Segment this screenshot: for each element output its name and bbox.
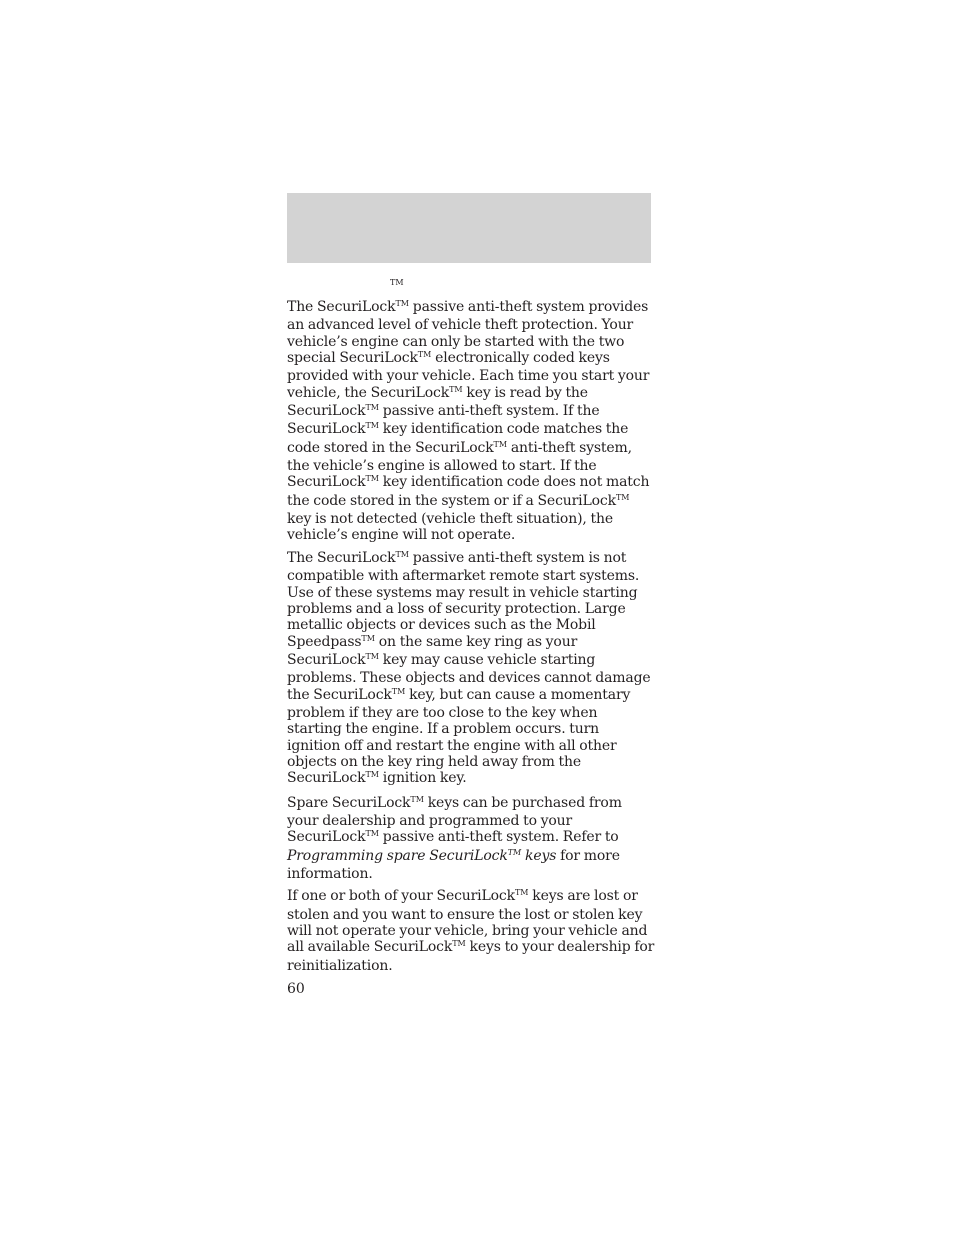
text-segment: SecuriLock <box>287 474 366 491</box>
text-line: SecuriLock™ passive anti-theft system. Refer to <box>287 829 619 846</box>
text-line <box>287 550 626 566</box>
text-segment: Use of these systems may result in vehicle starting <box>287 584 638 601</box>
text-segment: all available SecuriLock <box>287 939 453 956</box>
text-segment: stolen and you want to ensure the lost or stolen key <box>287 906 643 923</box>
text-line <box>287 687 630 703</box>
text-segment: compatible with aftermarket remote start systems. <box>287 568 640 585</box>
text-line <box>287 385 588 401</box>
text-line <box>287 907 642 923</box>
trademark-mark: TM <box>391 686 406 696</box>
text-segment: ignition off and restart the engine with all other <box>287 737 617 754</box>
text-segment: vehicle’s engine can only be started with the two <box>287 333 625 350</box>
text-line <box>287 585 637 601</box>
text-segment: electronically coded keys <box>431 350 610 367</box>
text-segment: objects on the key ring held away from the <box>287 753 582 770</box>
text-line <box>287 939 654 955</box>
text-line <box>287 568 639 584</box>
trademark-mark: TM <box>395 549 409 559</box>
paragraph-spare-keys <box>287 795 655 883</box>
body-text <box>287 299 655 980</box>
paragraph-lost-keys <box>287 888 655 974</box>
text-line <box>287 421 628 437</box>
text-segment: SecuriLock <box>287 770 366 787</box>
text-segment: vehicle, the SecuriLock <box>287 384 450 401</box>
text-segment: problems and a loss of security protection. Large <box>287 600 626 617</box>
text-segment: the SecuriLock <box>287 686 392 703</box>
section-header-band <box>287 193 651 263</box>
page-number: 60 <box>287 981 305 997</box>
text-segment: passive anti-theft system provides <box>408 299 649 315</box>
text-line <box>287 770 467 786</box>
text-segment: passive anti-theft system is not <box>408 549 627 566</box>
text-segment: If one or both of your SecuriLock <box>287 888 515 905</box>
text-segment: problems. These objects and devices cannot damage <box>287 670 651 687</box>
trademark-mark: TM <box>452 939 466 949</box>
text-segment: The SecuriLock <box>287 299 396 315</box>
text-segment: SecuriLock <box>287 651 366 668</box>
cross-reference-programming-spare-keys: Programming spare SecuriLock™ keys <box>287 847 557 864</box>
trademark-mark: TM <box>365 474 379 484</box>
text-line: Spare SecuriLock™ keys can be purchased from <box>287 794 622 811</box>
trademark-mark: TM <box>493 439 508 449</box>
text-line <box>287 458 597 474</box>
text-segment: ignition key. <box>379 770 467 787</box>
text-segment: vehicle’s engine will not operate. <box>287 527 516 544</box>
trademark-mark: TM <box>365 421 379 431</box>
text-segment: the vehicle’s engine is allowed to start. If the <box>287 458 597 475</box>
text-segment: metallic objects or devices such as the Mobil <box>287 617 596 634</box>
text-segment: key identification code matches the <box>379 421 629 438</box>
text-line: your dealership and programmed to your <box>287 812 573 829</box>
text-line <box>287 493 629 509</box>
text-segment: key may cause vehicle starting <box>379 651 596 668</box>
text-line <box>287 440 632 456</box>
trademark-mark: TM <box>365 403 379 413</box>
text-segment: passive anti-theft system. If the <box>379 403 600 420</box>
text-line <box>287 368 649 384</box>
text-line: Programming spare SecuriLock™ keys for more <box>287 847 620 864</box>
text-line <box>287 721 599 737</box>
text-segment: key identification code does not match <box>379 474 650 491</box>
paragraph-compatibility <box>287 550 655 789</box>
text-line <box>287 923 647 939</box>
text-line <box>287 652 595 668</box>
text-line <box>287 601 626 617</box>
text-line <box>287 738 617 754</box>
text-line <box>287 299 648 315</box>
text-line <box>287 511 613 527</box>
text-segment: Speedpass <box>287 633 362 650</box>
paragraph-system-overview <box>287 299 655 544</box>
text-line <box>287 670 651 686</box>
text-segment: an advanced level of vehicle theft protection. Your <box>287 317 634 334</box>
text-segment: the code stored in the system or if a SecuriLock <box>287 492 616 509</box>
text-line <box>287 958 393 974</box>
text-segment: SecuriLock <box>287 403 366 420</box>
text-line <box>287 617 596 633</box>
trademark-mark: TM <box>449 384 463 394</box>
text-line <box>287 754 581 770</box>
text-segment: keys to your dealership for <box>465 939 655 956</box>
text-segment: provided with your vehicle. Each time you start your <box>287 368 650 385</box>
text-line <box>287 474 649 490</box>
text-line <box>287 317 633 333</box>
text-segment: The SecuriLock <box>287 549 396 566</box>
text-line <box>287 888 638 904</box>
trademark-mark: TM <box>417 350 432 360</box>
text-segment: anti-theft system, <box>507 439 632 456</box>
text-line: information. <box>287 866 373 882</box>
text-line <box>287 350 610 366</box>
text-segment: will not operate your vehicle, bring your vehicle and <box>287 923 648 940</box>
heading-trademark-mark: TM <box>390 278 404 287</box>
text-segment: reinitialization. <box>287 957 393 974</box>
text-line <box>287 705 597 721</box>
text-segment: problem if they are too close to the key when <box>287 704 598 721</box>
text-segment: special SecuriLock <box>287 350 418 367</box>
trademark-mark: TM <box>361 633 375 643</box>
text-segment: starting the engine. If a problem occurs. turn <box>287 721 600 738</box>
trademark-mark: TM <box>395 299 409 308</box>
text-line <box>287 527 515 543</box>
text-segment: SecuriLock <box>287 421 366 438</box>
trademark-mark: TM <box>365 770 379 780</box>
text-segment: key, but can cause a momentary <box>405 686 631 703</box>
text-segment: on the same key ring as your <box>374 633 578 650</box>
trademark-mark: TM <box>365 651 379 661</box>
text-line <box>287 403 600 419</box>
text-segment: code stored in the SecuriLock <box>287 439 494 456</box>
trademark-mark: TM <box>514 888 529 898</box>
text-segment: key is not detected (vehicle theft situation), the <box>287 511 613 528</box>
text-line <box>287 334 624 350</box>
text-segment: keys are lost or <box>528 888 638 905</box>
text-line <box>287 634 577 650</box>
text-segment: key is read by the <box>462 384 588 401</box>
trademark-mark: TM <box>615 492 630 502</box>
